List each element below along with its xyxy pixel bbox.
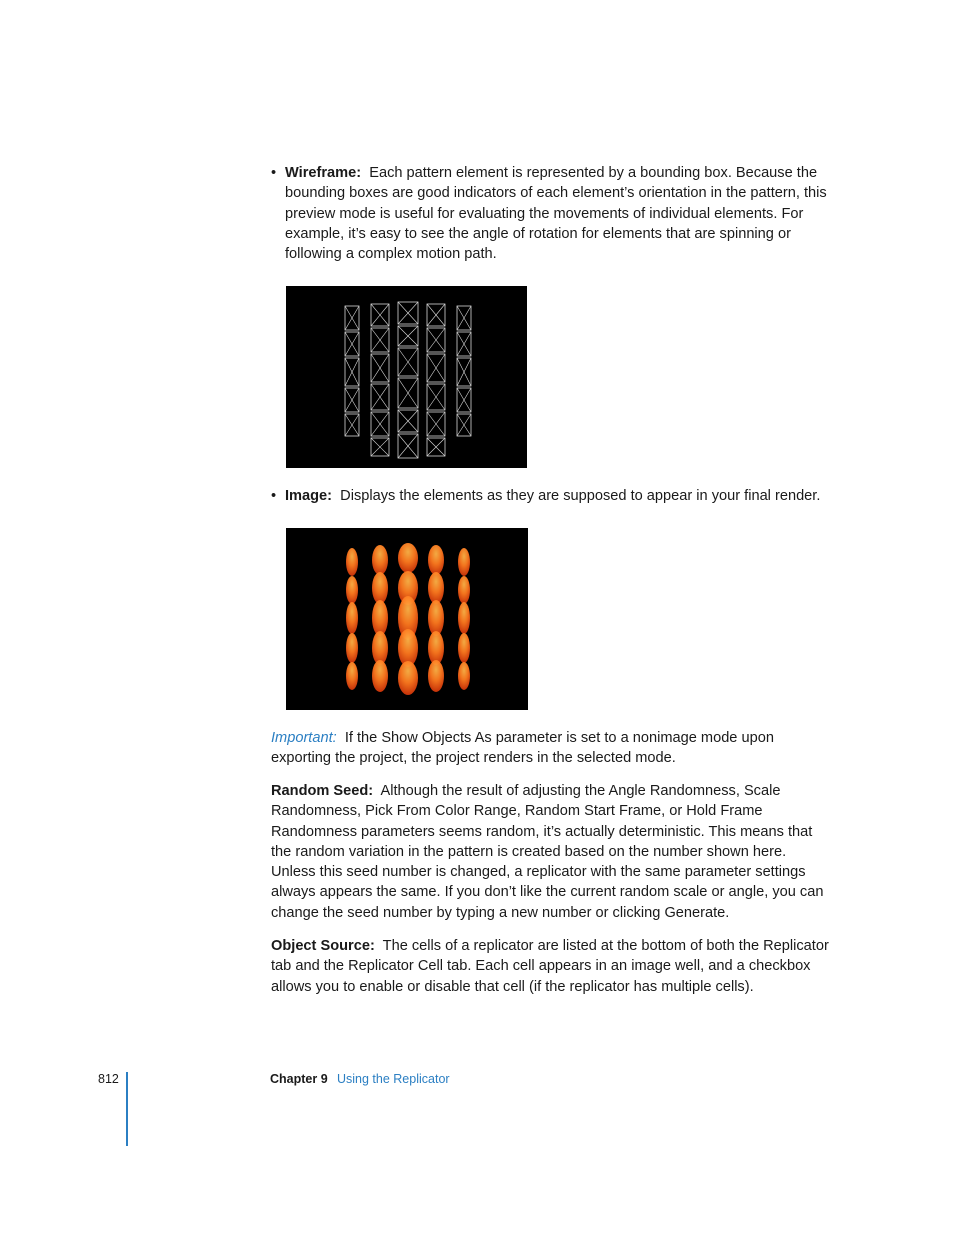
bullet-image [285,486,830,506]
image-preview-figure [286,528,528,710]
bullet-wireframe [285,163,830,264]
replicator-element [398,661,418,695]
replicator-element [398,543,418,573]
wireframe-bounding-box [371,438,389,456]
wireframe-preview-image [286,286,527,468]
wireframe-bounding-box [345,306,359,330]
wireframe-bounding-box [427,384,445,410]
wireframe-bounding-box [427,328,445,352]
wireframe-bounding-box [457,358,471,386]
wireframe-bounding-box [345,358,359,386]
replicator-element [346,633,358,663]
wireframe-bounding-box [398,348,418,376]
replicator-element [346,576,358,604]
replicator-element [458,602,470,634]
wireframe-bounding-box [457,332,471,356]
important-text: If the Show Objects As parameter is set to a nonimage mode upon exporting the project, the project renders in the selected mode. [271,730,774,767]
wireframe-bounding-box [398,410,418,432]
replicator-element [372,660,388,692]
replicator-element [372,545,388,575]
wireframe-bounding-box [427,438,445,456]
wireframe-bounding-box [427,304,445,326]
wireframe-bounding-box [398,302,418,324]
bullet-term: Image: [285,488,333,504]
replicator-element [372,572,388,604]
wireframe-bounding-box [345,332,359,356]
important-note [271,728,831,769]
wireframe-bounding-box [398,434,418,458]
replicator-element [428,572,444,604]
replicator-element [428,600,444,636]
replicator-element [428,545,444,575]
object-source-term: Object Source: [271,938,375,954]
replicator-element [372,631,388,665]
wireframe-bounding-box [345,388,359,412]
replicator-element [346,602,358,634]
random-seed-term: Random Seed: [271,783,374,799]
wireframe-bounding-box [371,354,389,382]
bullet-text: Each pattern element is represented by a bounding box. Because the bounding boxes are good indicators of each element’s orientation in the pattern, this preview mode is useful for evaluating the movements of individual elements. For example, it’s easy to see the angle of rotation for elements that are spinning or following a complex motion path. [285,165,827,263]
replicator-element [372,600,388,636]
replicator-element [428,660,444,692]
replicator-element [458,576,470,604]
wireframe-bounding-box [398,378,418,408]
footer-divider [126,1072,128,1146]
replicator-element [458,548,470,576]
wireframe-bounding-box [371,304,389,326]
image-preview-image [286,528,528,710]
wireframe-bounding-box [371,412,389,436]
important-label: Important: [271,730,337,746]
replicator-element [458,633,470,663]
random-seed-text: Although the result of adjusting the Angle Randomness, Scale Randomness, Pick From Color Range, Random Start Frame, or Hold Frame Randomness parameters seems random, it’s actually deterministic. This means that the random variation in the pattern is created based on the number shown here. Unless this seed number is changed, a replicator with the same parameter settings always appears the same. If you don’t like the current random scale or angle, you can change the seed number by typing a new number or clicking Generate. [271,783,824,921]
wireframe-preview-figure [286,286,527,468]
bullet-text: Displays the elements as they are supposed to appear in your final render. [340,488,821,504]
replicator-element [458,662,470,690]
object-source-paragraph [271,936,831,997]
wireframe-bounding-box [457,388,471,412]
wireframe-bounding-box [427,354,445,382]
replicator-element [346,548,358,576]
object-source-text: The cells of a replicator are listed at the bottom of both the Replicator tab and the Replicator Cell tab. Each cell appears in an image well, and a checkbox allows you to enable or disable that cell (if the replicator has multiple cells). [271,938,829,995]
wireframe-bounding-box [457,306,471,330]
random-seed-paragraph [271,781,831,923]
wireframe-bounding-box [427,412,445,436]
wireframe-bounding-box [371,328,389,352]
wireframe-bounding-box [371,384,389,410]
bullet-marker: • [271,165,277,181]
wireframe-bounding-box [457,414,471,436]
replicator-element [428,631,444,665]
footer-chapter-title: Using the Replicator [337,1072,450,1086]
footer-chapter: Chapter 9 [270,1072,328,1086]
wireframe-bounding-box [398,326,418,346]
replicator-element [346,662,358,690]
page-number: 812 [98,1072,119,1086]
bullet-marker: • [271,488,277,504]
bullet-term: Wireframe: [285,165,362,181]
wireframe-bounding-box [345,414,359,436]
